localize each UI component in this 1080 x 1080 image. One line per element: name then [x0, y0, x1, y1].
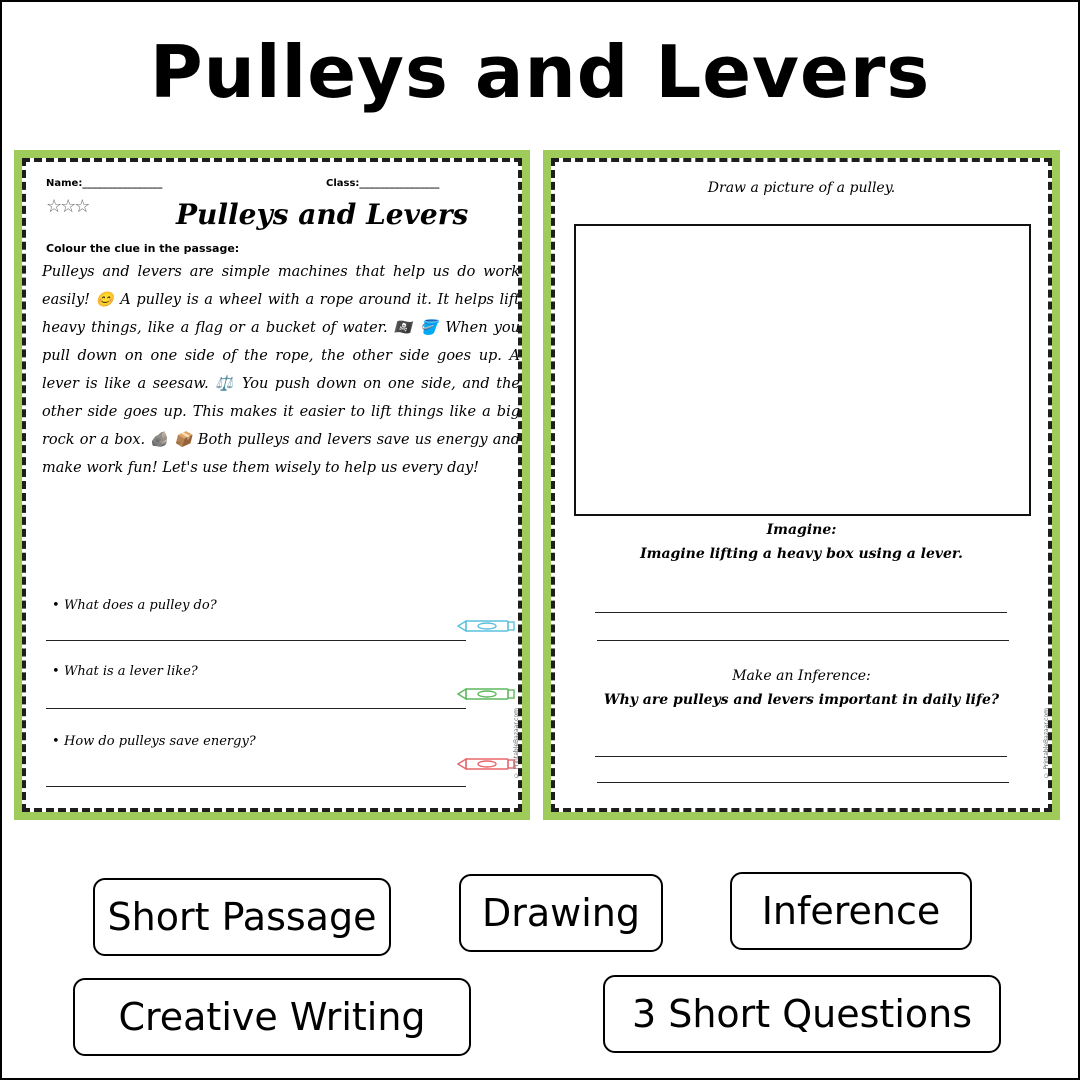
question-text: What does a pulley do? — [64, 598, 217, 613]
worksheet-page-1 — [14, 150, 530, 820]
imagine-heading: Imagine: — [766, 522, 837, 538]
bullet-icon: • — [52, 734, 60, 749]
tag-creative-writing: Creative Writing — [73, 978, 471, 1056]
reading-passage: Pulleys and levers are simple machines that help us do work easily! 😊 A pulley is a wheel with a rope around it. It helps lift heavy things, like a flag or a bucket of water. 🏴‍☠️ 🪣 When you pull down on one side of the rope, the other side goes up. A lever is like a seesaw. ⚖️ You push down on one side, and the other side goes up. This makes it easier to lift things like a big rock or a box. 🪨 📦 Both pulleys and levers save us energy and make work fun! Let's use them wisely to help us every day! — [42, 264, 520, 476]
tag-drawing: Drawing — [459, 874, 663, 952]
page-title: Pulleys and Levers — [149, 30, 931, 114]
red-crayon-icon — [456, 756, 516, 772]
blue-crayon-icon — [456, 618, 516, 634]
question-text: What is a lever like? — [64, 664, 198, 679]
question-3 — [52, 734, 256, 749]
worksheet-page-2-inner — [551, 158, 1052, 812]
inference-heading: Make an Inference: — [732, 668, 871, 684]
bullet-icon: • — [52, 598, 60, 613]
worksheet-page-1-inner — [22, 158, 522, 812]
draw-prompt: Draw a picture of a pulley. — [707, 180, 896, 196]
answer-line — [46, 640, 466, 641]
writing-line — [595, 612, 1007, 613]
writing-line — [595, 756, 1007, 757]
imagine-prompt: Imagine lifting a heavy box using a lever. — [640, 546, 963, 562]
tag-short-passage: Short Passage — [93, 878, 391, 956]
rating-stars: ☆☆☆ — [46, 196, 89, 217]
question-1 — [52, 598, 217, 613]
writing-line — [597, 640, 1009, 641]
green-crayon-icon — [456, 686, 516, 702]
bullet-icon: • — [52, 664, 60, 679]
tag-short-questions: 3 Short Questions — [603, 975, 1001, 1053]
inference-prompt: Why are pulleys and levers important in daily life? — [603, 692, 1000, 708]
watermark-text: © PrintableBazaar.com — [1043, 707, 1050, 778]
watermark-text: © PrintableBazaar.com — [513, 707, 520, 778]
tag-inference: Inference — [730, 872, 972, 950]
class-field-label: Class:________________ — [326, 178, 440, 189]
drawing-box — [574, 224, 1031, 516]
question-text: How do pulleys save energy? — [64, 734, 256, 749]
writing-line — [597, 782, 1009, 783]
answer-line — [46, 708, 466, 709]
worksheet-page-2 — [543, 150, 1060, 820]
instruction-text: Colour the clue in the passage: — [46, 242, 240, 255]
answer-line — [46, 786, 466, 787]
name-field-label: Name:________________ — [46, 178, 163, 189]
question-2 — [52, 664, 198, 679]
worksheet-title: Pulleys and Levers — [176, 198, 469, 231]
